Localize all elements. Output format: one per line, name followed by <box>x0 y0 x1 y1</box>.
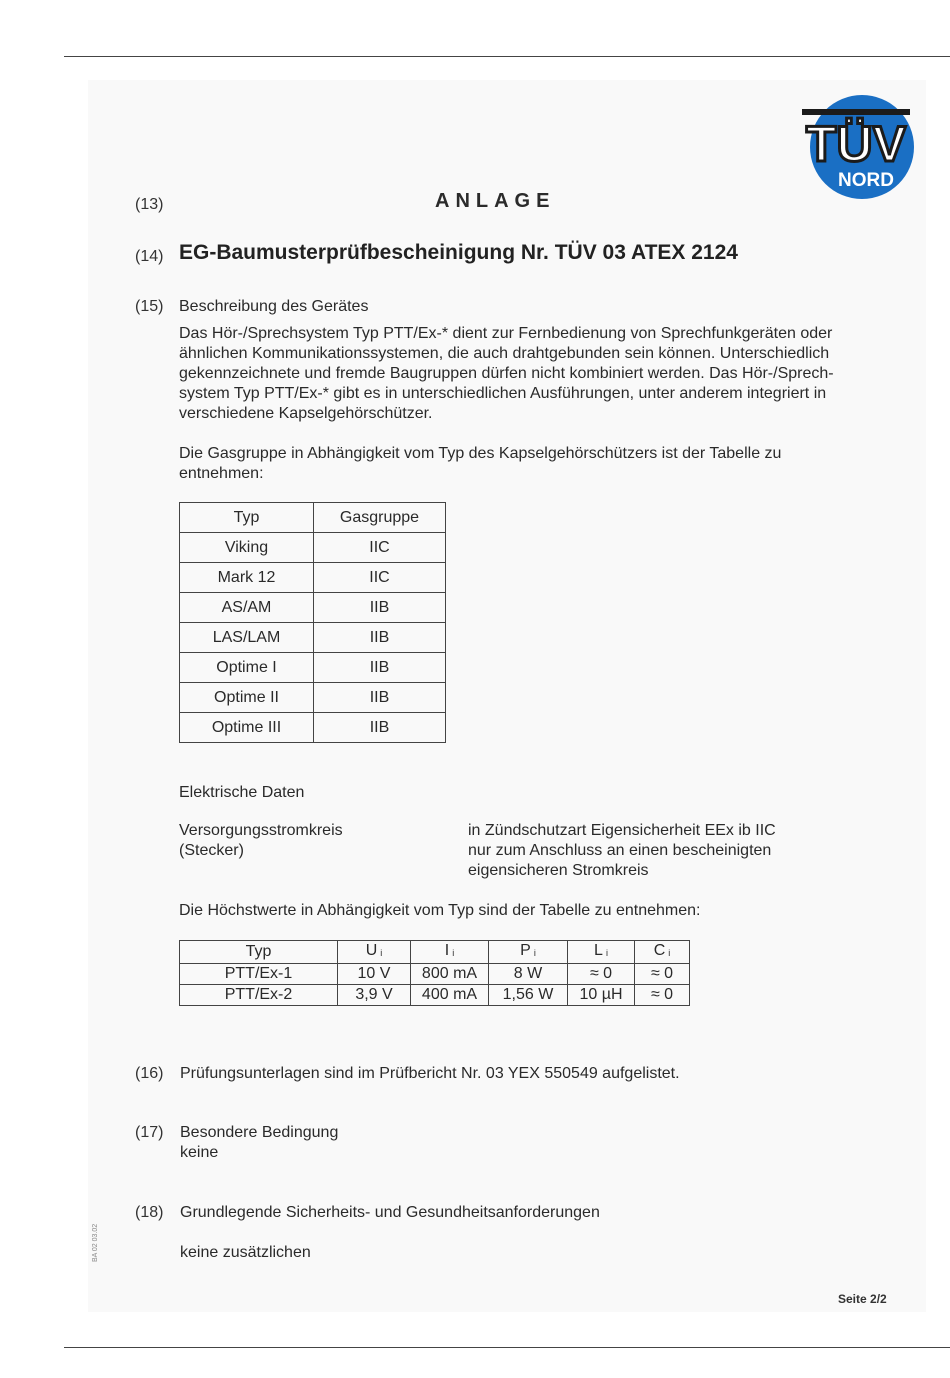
table-cell: IIB <box>314 683 446 713</box>
electrical-values-table <box>179 940 690 1006</box>
requirements-text: keine zusätzlichen <box>180 1244 311 1261</box>
table-row <box>180 985 690 1006</box>
table-row <box>180 653 446 683</box>
table-cell: IIB <box>314 713 446 743</box>
table-row <box>180 623 446 653</box>
table-cell: 10 V <box>338 964 411 985</box>
section-13-number: (13) <box>135 196 164 213</box>
section-15-number: (15) <box>135 298 164 315</box>
table-cell: 10 µH <box>568 985 635 1006</box>
section-18-number: (18) <box>135 1204 164 1221</box>
table-row <box>180 713 446 743</box>
certificate-heading: EG-Baumusterprüfbescheinigung Nr. TÜV 03 ATEX 2124 <box>179 241 738 264</box>
table-cell: LAS/LAM <box>180 623 314 653</box>
gas-intro-line: entnehmen: <box>179 465 264 482</box>
gas-group-intro <box>179 444 899 484</box>
description-line: system Typ PTT/Ex-* gibt es in unterschiedlichen Ausführungen, unter anderem integriert in <box>179 385 827 402</box>
table-cell: PTT/Ex-2 <box>180 985 338 1006</box>
logo-word-bottom: NORD <box>838 170 894 191</box>
table-row <box>180 683 446 713</box>
table-cell: IIC <box>314 533 446 563</box>
table-cell: Optime I <box>180 653 314 683</box>
table-cell: 800 mA <box>411 964 489 985</box>
table-cell: ≈ 0 <box>635 985 690 1006</box>
logo-word-top: TÜV <box>806 116 906 172</box>
document-code: BA 02 03.02 <box>92 1223 99 1262</box>
description-line: Das Hör-/Sprechsystem Typ PTT/Ex-* dient zur Fernbedienung von Sprechfunkgeräten oder <box>179 325 833 342</box>
table-header-cell: L $_i$ <box>568 941 635 964</box>
circuit-value-line: eigensicheren Stromkreis <box>468 862 649 879</box>
tuv-nord-logo <box>800 95 918 199</box>
table-row <box>180 964 690 985</box>
gas-group-table <box>179 502 446 743</box>
table-cell: Viking <box>180 533 314 563</box>
table-cell: Optime III <box>180 713 314 743</box>
description-paragraph <box>179 324 899 424</box>
table-row <box>180 593 446 623</box>
table-cell: Mark 12 <box>180 563 314 593</box>
table-cell: 1,56 W <box>489 985 568 1006</box>
table-cell: ≈ 0 <box>568 964 635 985</box>
max-values-text: Die Höchstwerte in Abhängigkeit vom Typ sind der Tabelle zu entnehmen: <box>179 902 701 919</box>
description-line: verschiedene Kapselgehörschützer. <box>179 405 433 422</box>
table-cell: 8 W <box>489 964 568 985</box>
table-header-cell: Typ <box>180 941 338 964</box>
table-cell: IIB <box>314 623 446 653</box>
page-number: Seite 2/2 <box>838 1292 887 1306</box>
table-cell: 400 mA <box>411 985 489 1006</box>
table-cell: IIC <box>314 563 446 593</box>
top-rule <box>64 56 950 57</box>
table-row <box>180 533 446 563</box>
table-header-cell: I $_i$ <box>411 941 489 964</box>
table-row <box>180 563 446 593</box>
circuit-label-line: Versorgungsstromkreis <box>179 822 343 839</box>
circuit-value-line: nur zum Anschluss an einen bescheinigten <box>468 842 772 859</box>
section-17-number: (17) <box>135 1124 164 1141</box>
section-14-number: (14) <box>135 248 164 265</box>
description-line: ähnlichen Kommunikationssystemen, die auch drahtgebunden sein können. Unterschiedlich <box>179 345 830 362</box>
table-header-cell: U $_i$ <box>338 941 411 964</box>
supply-circuit-label <box>179 821 343 861</box>
requirements-title: Grundlegende Sicherheits- und Gesundheitsanforderungen <box>180 1204 600 1221</box>
circuit-label-line: (Stecker) <box>179 842 244 859</box>
table-cell: IIB <box>314 653 446 683</box>
table-cell: ≈ 0 <box>635 964 690 985</box>
special-condition-title: Besondere Bedingung <box>180 1124 339 1141</box>
table-cell: 3,9 V <box>338 985 411 1006</box>
table-cell: PTT/Ex-1 <box>180 964 338 985</box>
table-header-row <box>180 503 446 533</box>
page-title: ANLAGE <box>435 190 556 212</box>
special-condition-text: keine <box>180 1144 219 1161</box>
table-header-cell: Gasgruppe <box>314 503 446 533</box>
table-header-row <box>180 941 690 964</box>
test-documents-text: Prüfungsunterlagen sind im Prüfbericht Nr. 03 YEX 550549 aufgelistet. <box>180 1065 680 1082</box>
bottom-rule <box>64 1347 950 1348</box>
table-header-cell: C $_i$ <box>635 941 690 964</box>
table-cell: Optime II <box>180 683 314 713</box>
table-header-cell: P $_i$ <box>489 941 568 964</box>
section-16-number: (16) <box>135 1065 164 1082</box>
supply-circuit-value <box>468 821 776 881</box>
gas-intro-line: Die Gasgruppe in Abhängigkeit vom Typ des Kapselgehörschützers ist der Tabelle zu <box>179 445 782 462</box>
table-cell: IIB <box>314 593 446 623</box>
device-description-title: Beschreibung des Gerätes <box>179 298 369 315</box>
table-cell: AS/AM <box>180 593 314 623</box>
table-header-cell: Typ <box>180 503 314 533</box>
circuit-value-line: in Zündschutzart Eigensicherheit EEx ib IIC <box>468 822 776 839</box>
electrical-data-title: Elektrische Daten <box>179 784 305 801</box>
description-line: gekennzeichnete und fremde Baugruppen dürfen nicht kombiniert werden. Das Hör-/Sprech- <box>179 365 834 382</box>
